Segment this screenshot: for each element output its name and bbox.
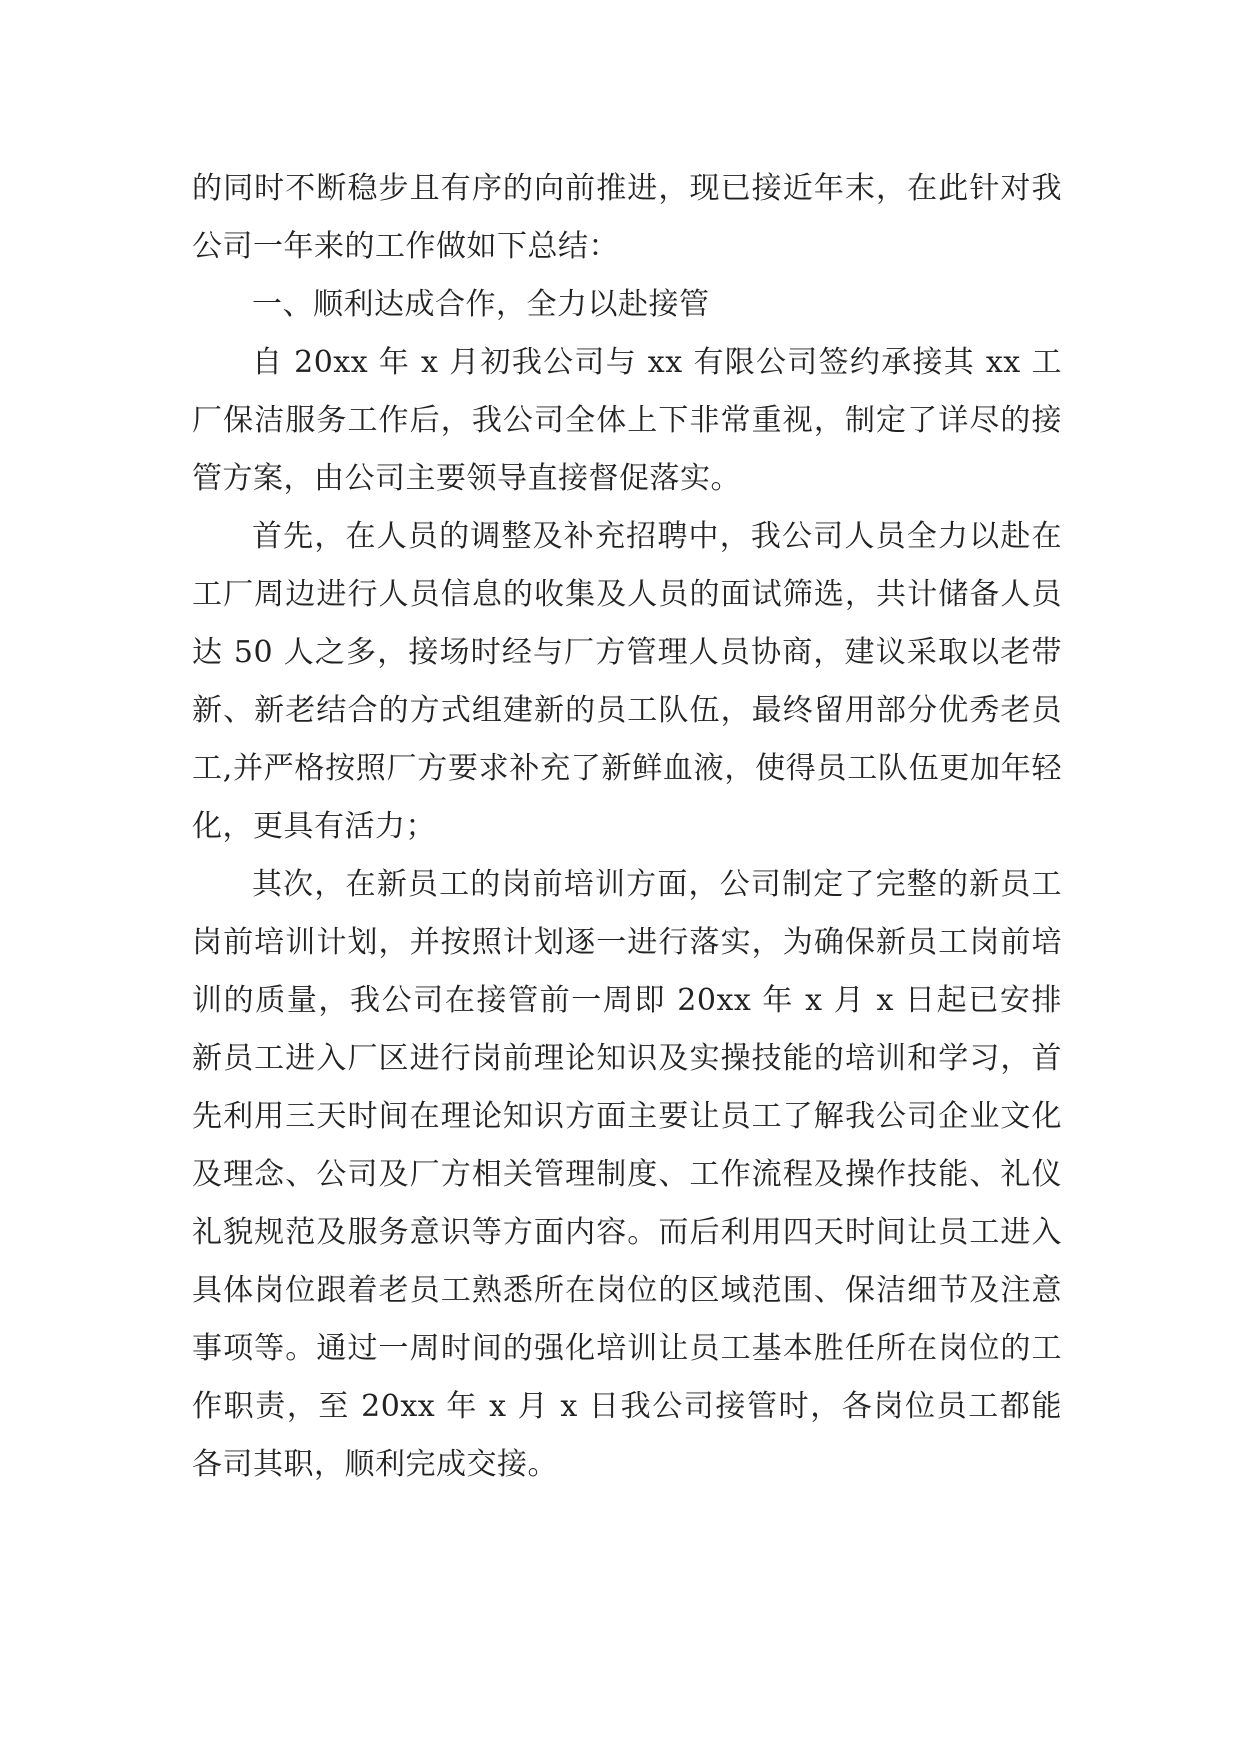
paragraph-second: 其次，在新员工的岗前培训方面，公司制定了完整的新员工岗前培训计划，并按照计划逐一进行落实，为确保新员工岗前培训的质量，我公司在接管前一周即 20xx 年 x 月 x 日起已安排新员工进入厂区进行岗前理论知识及实操技能的培训和学习，首先利用三天时间在理论知识方面主要让员工了解我公司企业文化及理念、公司及厂方相关管理制度、工作流程及操作技能、礼仪礼貌规范及服务意识等方面内容。而后利用四天时间让员工进入具体岗位跟着老员工熟悉所在岗位的区域范围、保洁细节及注意事项等。通过一周时间的强化培训让员工基本胜任所在岗位的工作职责，至 20xx 年 x 月 x 日我公司接管时，各岗位员工都能各司其职，顺利完成交接。: [192, 867, 1062, 1482]
paragraph-continuation: 的同时不断稳步且有序的向前推进，现已接近年末，在此针对我公司一年来的工作做如下总结：: [192, 171, 1062, 264]
paragraph-intro: 自 20xx 年 x 月初我公司与 xx 有限公司签约承接其 xx 工厂保洁服务工作后，我公司全体上下非常重视，制定了详尽的接管方案，由公司主要领导直接督促落实。: [192, 345, 1062, 496]
paragraph-first: 首先，在人员的调整及补充招聘中，我公司人员全力以赴在工厂周边进行人员信息的收集及人员的面试筛选，共计储备人员达 50 人之多，接场时经与厂方管理人员协商，建议采取以老带新、新老结合的方式组建新的员工队伍，最终留用部分优秀老员工,并严格按照厂方要求补充了新鲜血液，使得员工队伍更加年轻化，更具有活力；: [192, 519, 1062, 844]
document-body: [192, 160, 1062, 1494]
section-heading: 一、顺利达成合作，全力以赴接管: [252, 287, 710, 322]
